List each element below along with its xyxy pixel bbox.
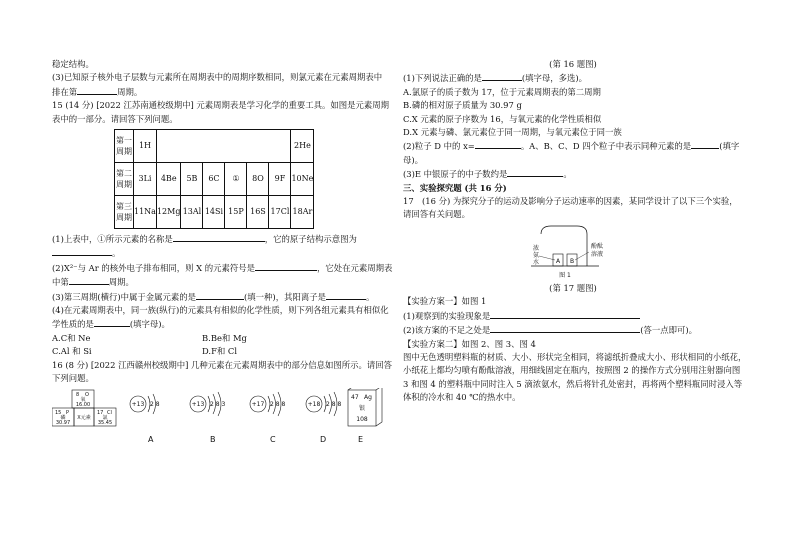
cell-cl-number: 17 xyxy=(97,409,104,416)
cell-cl-name: 氯 xyxy=(102,414,108,421)
label-c: C xyxy=(270,434,276,444)
option-b: B.磷的相对原子质量为 30.97 g xyxy=(403,100,522,111)
text-line: 小纸花上都均匀喷有酚酞溶液，用细线固定在瓶内，按照图 2 的操作方式分别用注射器向图 xyxy=(403,365,741,376)
row-header: 第二周期 xyxy=(115,163,134,196)
question-17-head: 17 (16 分) 为探究分子的运动及影响分子运动速率的因素，某同学设计了以下三个实验， xyxy=(403,196,738,207)
beaker-a-label: A xyxy=(555,257,561,265)
particle-b xyxy=(190,392,225,444)
text-line: (2)X²⁻与 Ar 的核外电子排布相同，则 X 的元素符号是 ，它处在元素周期表 xyxy=(52,262,393,273)
text-line: 体积的冷水和 40 ℃的热水中。 xyxy=(403,392,521,403)
answer-blank[interactable] xyxy=(196,290,244,300)
text-line: (3)已知原子核外电子层数与元素所在周期表中的周期序数相同，则氯元素在元素周期表中 xyxy=(52,72,383,83)
element-cell: 15P xyxy=(225,196,247,229)
text-line: 3 和图 4 的塑料瓶中同时注入 5 滴浓氨水，然后将针孔处密封，再将两个塑料瓶同时浸入等 xyxy=(403,378,743,389)
periodic-table xyxy=(114,129,314,229)
answer-blank[interactable] xyxy=(490,309,640,319)
plan-one-heading: 【实验方案一】如图 1 xyxy=(403,296,487,307)
answer-blank[interactable] xyxy=(482,71,522,81)
row-header: 第一周期 xyxy=(115,130,134,163)
answer-blank[interactable] xyxy=(94,317,130,327)
particle-c xyxy=(250,392,285,444)
phenol-label-2: 溶液 xyxy=(591,250,604,258)
element-cell: 8O xyxy=(247,163,269,196)
text-line: 图中无色透明塑料瓶的材质、大小、形状完全相同，将滤纸折叠成大小、形状相同的小纸花， xyxy=(403,351,747,362)
element-e-name: 银 xyxy=(358,404,366,412)
table-row xyxy=(115,130,314,163)
element-e-mass: 108 xyxy=(356,415,368,423)
particle-c-nucleus: +17 xyxy=(251,400,265,408)
answer-blank[interactable] xyxy=(326,290,366,300)
text-line: 中第 周期。 xyxy=(52,277,134,288)
figure-16 xyxy=(52,388,390,448)
plan-two-heading: 【实验方案二】如图 2、图 3、图 4 xyxy=(403,338,536,349)
answer-blank[interactable] xyxy=(69,275,109,285)
ammonia-label-3: 水 xyxy=(533,258,540,266)
text-line: (2)该方案的不足之处是 (答一点即可)。 xyxy=(403,325,698,336)
element-cell: 3Li xyxy=(134,163,157,196)
element-cells-group xyxy=(52,390,116,426)
option-b[interactable]: B.Be和 Mg xyxy=(202,332,247,343)
options-row xyxy=(52,332,390,345)
cell-o-mass: 16.00 xyxy=(75,401,91,408)
element-cell: 17Cl xyxy=(269,196,291,229)
figure-17 xyxy=(403,222,743,282)
element-cell: 1H xyxy=(134,130,157,163)
left-column xyxy=(52,58,393,448)
answer-blank[interactable] xyxy=(475,139,521,149)
answer-blank[interactable] xyxy=(77,85,117,95)
label-b: B xyxy=(210,434,216,444)
text-line: (1)观察到的实验现象是 xyxy=(403,309,743,323)
text-line: (3)E 中银原子的中子数约是 。 xyxy=(403,169,572,180)
cell-p-name: 磷 xyxy=(60,414,66,421)
element-cell: 5B xyxy=(181,163,203,196)
cell-o-symbol: O xyxy=(85,391,89,398)
option-a: A.氯原子的质子数为 17，位于元素周期表的第二周期 xyxy=(403,86,601,97)
text-line: (1)上表中，①所示元素的名称是 ，它的原子结构示意图为 xyxy=(52,234,357,245)
right-column xyxy=(403,58,747,405)
text-line: (2)粒子 D 中的 x= 。A、B、C、D 四个粒子中表示同种元素的是 (填字 xyxy=(403,141,740,152)
particle-b-shells: 2 8 3 xyxy=(210,400,226,408)
row-header: 第三周期 xyxy=(115,196,134,229)
answer-blank[interactable] xyxy=(691,139,719,149)
label-d: D xyxy=(320,434,327,444)
element-cell: 11Na xyxy=(134,196,157,229)
question-16-head: 16 (8 分) [2022 江西赣州校级期中] 几种元素在元素周期表中的部分信息如图所示。请回答 xyxy=(52,359,393,370)
option-d: D.X 元素与磷、氯元素位于同一周期，与氧元素位于同一族 xyxy=(403,127,622,138)
cell-cl-mass: 35.45 xyxy=(97,419,113,426)
figure-17-svg xyxy=(403,222,743,282)
text-line: 母)。 xyxy=(403,154,424,165)
text-line: (1)下列说法正确的是 (填字母，多选)。 xyxy=(403,73,588,84)
cell-p-mass: 30.97 xyxy=(55,419,71,426)
particle-b-nucleus: +13 xyxy=(191,400,205,408)
label-e: E xyxy=(358,434,364,444)
text-line: 学性质的是 (填字母)。 xyxy=(52,319,170,330)
option-c: C.X 元素的原子序数为 16，与氧元素的化学性质相似 xyxy=(403,113,602,124)
text-line: 排在第 周期。 xyxy=(52,86,143,97)
option-d[interactable]: D.F和 Cl xyxy=(202,346,238,357)
answer-blank[interactable] xyxy=(507,167,563,177)
table-row xyxy=(115,163,314,196)
answer-blank[interactable] xyxy=(52,246,112,256)
options-row xyxy=(52,345,390,358)
ammonia-label-1: 浓 xyxy=(533,244,540,252)
element-cell: 14Si xyxy=(203,196,225,229)
cell-o-number: 8 xyxy=(76,391,80,398)
element-e-cell xyxy=(348,388,382,444)
text-line: (4)在元素周期表中，同一族(纵行)的元素具有相似的化学性质，则下列各组元素具有相似化 xyxy=(52,305,389,316)
option-a[interactable]: A.C和 Ne xyxy=(52,332,91,343)
text-line: 请回答有关问题。 xyxy=(403,209,470,220)
element-cell: 2He xyxy=(291,130,314,163)
table-row xyxy=(115,196,314,229)
element-cell: 9F xyxy=(269,163,291,196)
element-cell: ① xyxy=(225,163,247,196)
element-e-number: 47 xyxy=(351,393,359,401)
element-cell: 16S xyxy=(247,196,269,229)
particle-d-shells: 2 8 8 xyxy=(326,400,342,408)
figure-1-caption: 图 1 xyxy=(559,271,571,279)
answer-blank[interactable] xyxy=(173,232,265,242)
figure-16-caption: (第 16 题图) xyxy=(549,59,597,69)
text-line: 稳定结构。 xyxy=(52,59,94,69)
element-cell: 13Al xyxy=(181,196,203,229)
element-cell: 12Mg xyxy=(156,196,181,229)
label-a: A xyxy=(148,434,154,444)
answer-blank[interactable] xyxy=(490,323,640,333)
question-15-head: 15 (14 分) [2022 江苏南通校级期中] 元素周期表是学习化学的重要工具。如图是元素周期 xyxy=(52,100,390,111)
text-line: 。 xyxy=(52,246,390,260)
phenol-label-1: 酚酞 xyxy=(591,242,604,250)
text-line: 下列问题。 xyxy=(52,373,94,384)
text-line: (3)第三周期(横行)中属于金属元素的是 (填一种)，其阳离子是 。 xyxy=(52,291,375,302)
particle-a-nucleus: +13 xyxy=(131,400,145,408)
text-line: 表中的一部分。请回答下列问题。 xyxy=(52,113,178,124)
element-cell: 18Ar xyxy=(291,196,314,229)
empty-cell xyxy=(156,130,291,163)
answer-blank[interactable] xyxy=(255,261,317,271)
section-heading: 三、实验探究题 (共 16 分) xyxy=(403,182,507,193)
element-e-symbol: Ag xyxy=(364,393,372,401)
cell-p-symbol: P xyxy=(66,409,70,416)
ammonia-label-2: 氨 xyxy=(533,251,540,259)
particle-a xyxy=(130,394,160,444)
cell-cl-symbol: Cl xyxy=(107,409,112,416)
particle-a-shells: 2 8 xyxy=(150,400,160,408)
particle-d xyxy=(306,392,341,444)
particle-c-shells: 2 8 8 xyxy=(270,400,286,408)
figure-17-caption: (第 17 题图) xyxy=(549,282,597,293)
element-cell: 4Be xyxy=(156,163,181,196)
element-cell: 6C xyxy=(203,163,225,196)
cell-x-name: X元素 xyxy=(77,414,91,421)
option-c[interactable]: C.Al 和 Si xyxy=(52,346,92,357)
cell-p-number: 15 xyxy=(55,409,62,416)
beaker-b-label: B xyxy=(569,257,575,265)
cell-o-name: 氧 xyxy=(80,396,86,403)
particle-d-nucleus: +18 xyxy=(307,400,321,408)
element-cell: 10Ne xyxy=(291,163,314,196)
figure-16-svg xyxy=(52,388,390,450)
